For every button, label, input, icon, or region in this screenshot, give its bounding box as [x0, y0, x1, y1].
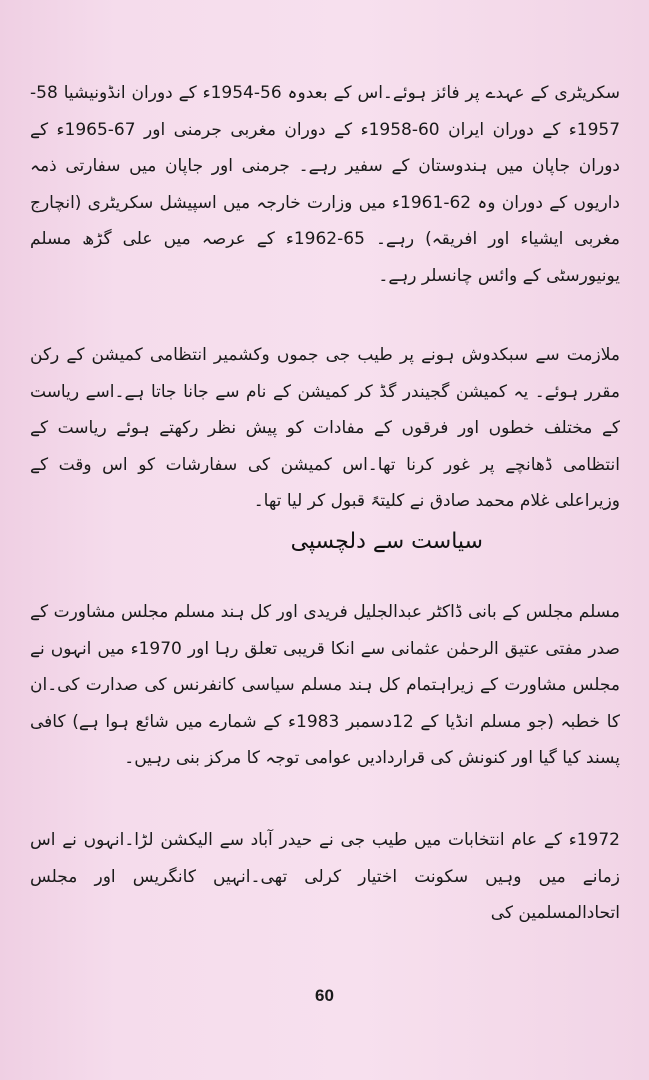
paragraph-commission: ملازمت سے سبکدوش ہونے پر طیب جی جموں وکشمیر انتظامی کمیشن کے رکن مقرر ہوئے۔ یہ کمیشن گجیندر گڈ کر کمیشن کے نام سے جانا جاتا ہے۔اسے ریاست کے مختلف خطوں اور فرقوں کے مفادات کو پیش نظر رکھتے ہوئے ریاست کے انتظامی ڈھانچے پر غور کرنا تھا۔اس کمیشن کی سفارشات کو اس وقت کے وزیراعلی غلام محمد صادق نے کلیتہً قبول کر لیا تھا۔	[30, 345, 620, 512]
paragraph-career: سکریٹری کے عہدے پر فائز ہوئے۔اس کے بعدوہ 56-1954ء کے دوران انڈونیشیا 58-1957ء کے دوران ایران 60-1958ء کے دوران مغربی جرمنی اور 67-1965ء کے دوران جاپان میں ہندوستان کے سفیر رہے۔ جرمنی اور جاپان میں سفارتی ذمہ داریوں کے دوران وہ 62-1961ء میں وزارت خارجہ میں اسپیشل سکریٹری (انچارج مغربی ایشیاء اور افریقہ) رہے۔ 65-1962ء کے عرصہ میں علی گڑھ مسلم یونیورسٹی کے وائس چانسلر رہے۔	[30, 83, 621, 286]
paragraph-politics: مسلم مجلس کے بانی ڈاکٹر عبدالجلیل فریدی اور کل ہند مسلم مجلس مشاورت کے صدر مفتی عتیق الرحمٰن عثمانی سے انکا قریبی تعلق رہا اور 1970ء میں انہوں نے مجلس مشاورت کے زیراہتمام کل ہند مسلم سیاسی کانفرنس کی صدارت کی۔ان کا خطبہ (جو مسلم انڈیا کے 12دسمبر 1983ء کے شمارے میں شائع ہوا ہے) کافی پسند کیا گیا اور کنونش کی قراردادیں عوامی توجہ کا مرکز بنی رہیں۔	[30, 602, 620, 769]
page-number: 60	[315, 986, 334, 1005]
section-heading: سیاست سے دلچسپی	[290, 529, 483, 554]
paragraph-elections: 1972ء کے عام انتخابات میں طیب جی نے حیدر آباد سے الیکشن لڑا۔انہوں نے اس زمانے میں وہیں سکونت اختیار کرلی تھی۔انہیں کانگریس اور مجلس اتحادالمسلمین کی	[30, 830, 620, 924]
